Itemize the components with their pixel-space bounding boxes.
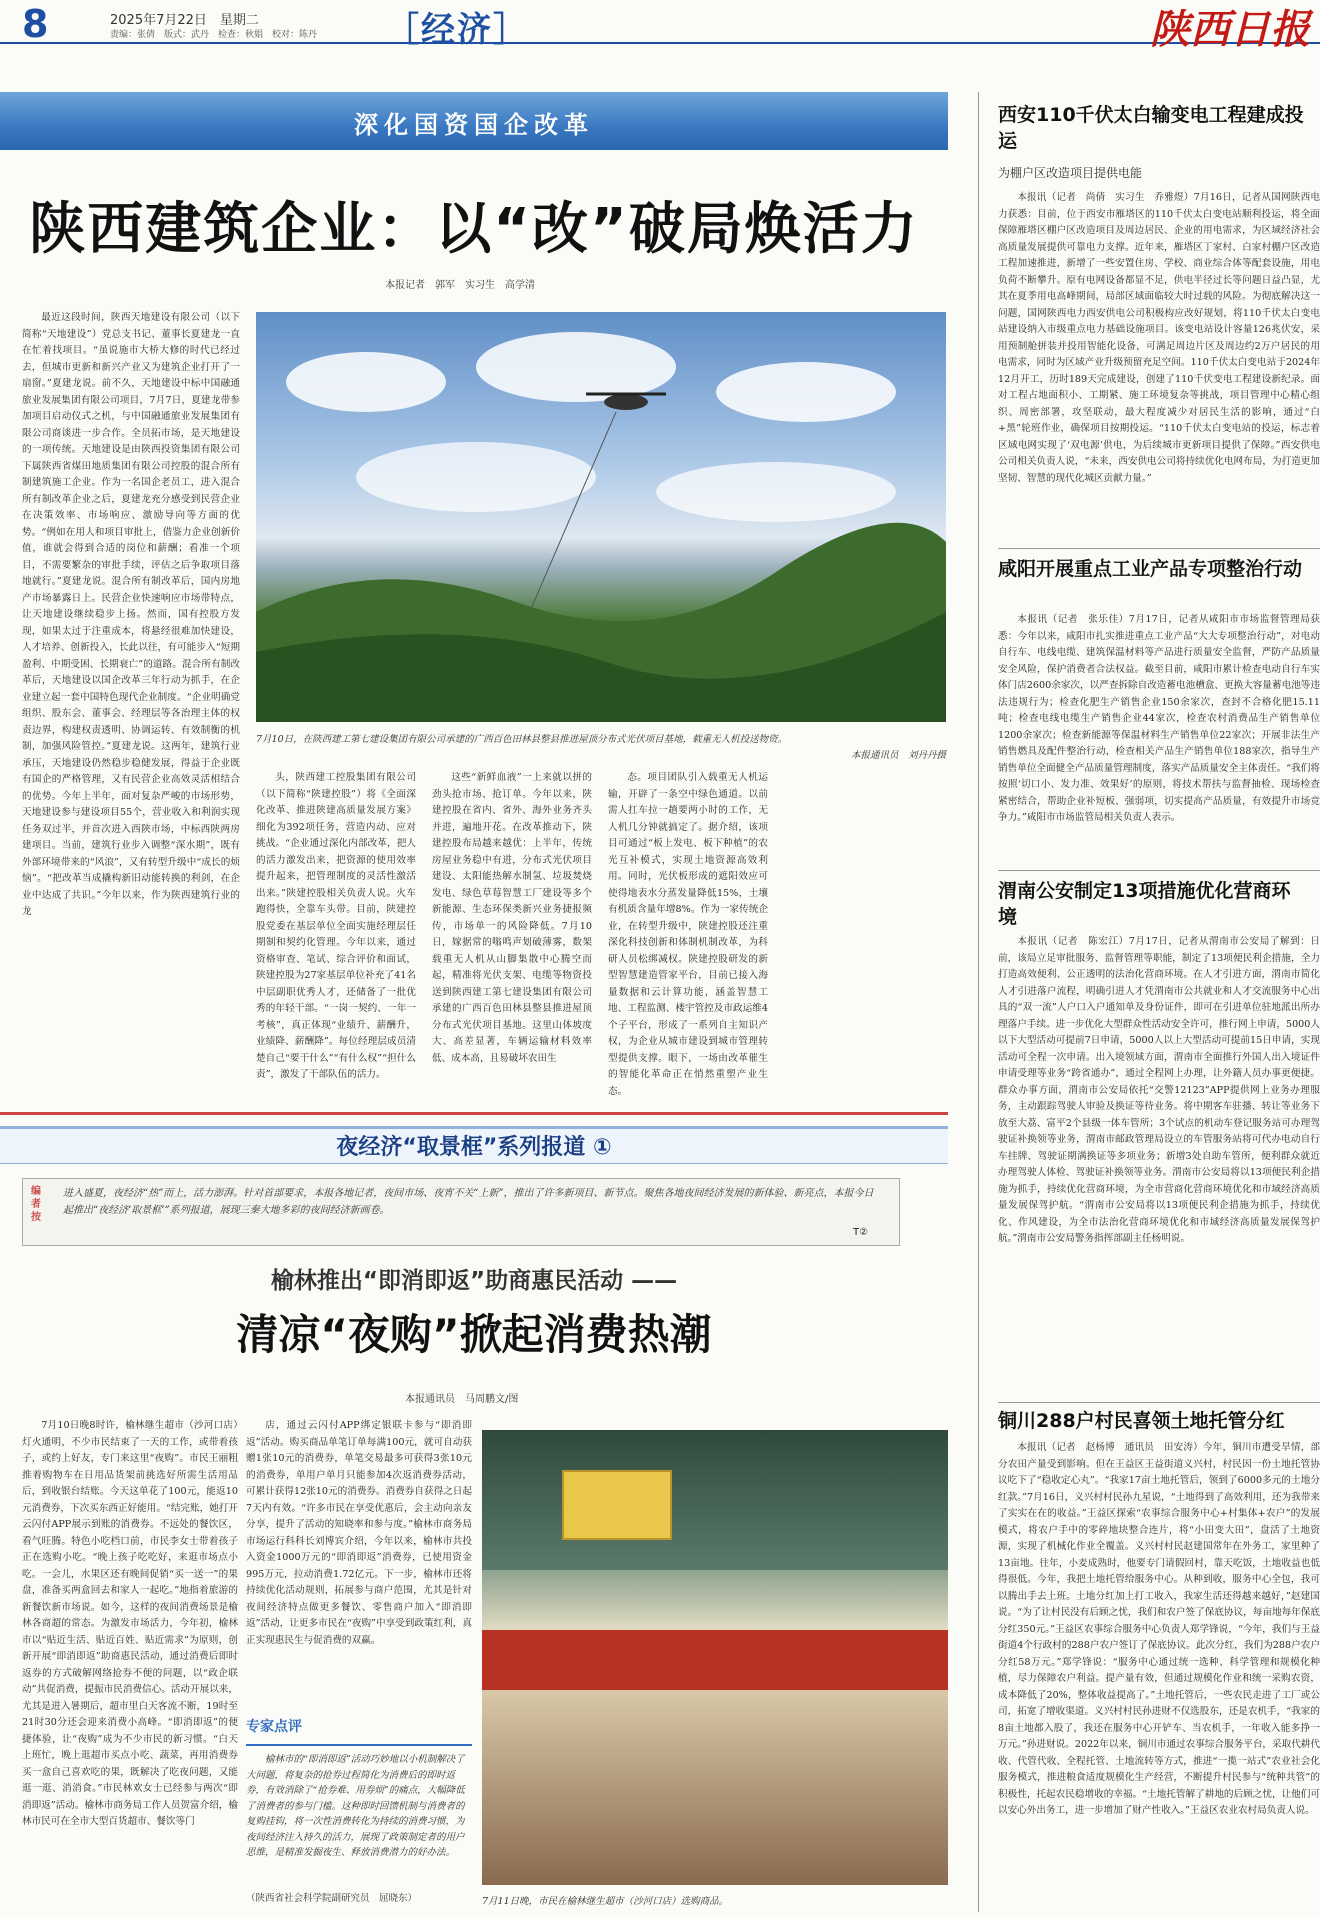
- section-title: ［经济］: [385, 10, 529, 50]
- lead-column-4: 态。项目团队引入载重无人机运输，开辟了一条空中绿色通道。以前需人扛车拉一趟要两小时的工作，无人机几分钟就搞定了。据介绍，该项目可通过“板上发电、板下种植”的农光互补模式，实现土地资源高效利用。同时，光伏板形成的遮阳效应可使得地表水分蒸发量降低15%，土壤有机质含量年增8%。作为一家传统企业，在转型升级中，陕建控股还注重深化科技创新和体制机制改革，为科研人员松绑减权。陕建控股研发的新型智慧建造管家平台，目前已接入海量数据和云计算功能，涵盖智慧工地、工程监测、楼宇管控及市政运维4个子平台，形成了一系列自主知识产权，为企业从城市建设到城市管理转型提供支撑。眼下，一场由改革催生的智能化革命正在悄然重塑产业生态。: [608, 772, 768, 1097]
- right-article-1-body: 本报讯（记者 尚倩 实习生 乔雅煜）7月16日，记者从国网陕西电力获悉：目前，位于西安市雁塔区的110千伏太白变电站顺利投运，将全面保障雁塔区棚户区改造项目及周边居民、企业的用电需求，为区域经济社会高质量发展提供可靠电力支撑。近年来，雁塔区丁家村、白家村棚户区改造工程加速推进，新增了一些安置住房、学校、商业综合体等配套设施，用电负荷不断攀升。原有电网设备都显不足，供电半径过长等问题日益凸显，尤其在夏季用电高峰期间，局部区域面临较大时过载的风险。为彻底解决这一问题，国网陕西电力西安供电公司积极构应改好规划，将110千伏太白变电站建设纳入市级重点电力基础设施项目。该变电站设计容量126兆伏安，采用预制舱拼装并投用智能化设备，可满足周边片区及周边约2万户居民的用电需求，同时为区域产业升级预留充足空间。110千伏太白变电站于2024年12月开工，历时189天完成建设，创建了110千伏变电工程建设新纪录。面对工程占地面积小、工期紧、施工环境复杂等挑战，项目管理中心精心组织、周密部署，攻坚联动，最大程度减少对居民生活的影响，通过“白+黑”轮班作业，确保项目按期投运。“110千伏太白变电站的投运，标志着区域电网实现了‘双电源’供电，为后续城市更新项目提供了保障。”西安供电公司相关负责人说，“未来，西安供电公司将持续优化电网布局，为打造更加坚韧、智慧的现代化城区贡献力量。”: [998, 192, 1320, 484]
- lead-photo-caption: 7月10日，在陕西建工第七建设集团有限公司承建的广西百色田林县整县推进屋顶分布式光伏项目基地，载重无人机投送物资。: [256, 734, 788, 745]
- column-separator: [978, 92, 979, 1912]
- right-article-2-body: 本报讯（记者 张乐佳）7月17日，记者从咸阳市市场监督管理局获悉：今年以来，咸阳市扎实推进重点工业产品“大大专项整治行动”，对电动自行车、电线电缆、建筑保温材料等产品进行质量安全监督，严防产品质量安全风险，保护消费者合法权益。截至目前，咸阳市累计检查电动自行车实体门店2600余家次，以严查拆除自改造蓄电池槽盒、更换大容量蓄电池等违法违规行为；检查化肥生产销售企业150余家次，查封不合格化肥15.11吨；检查电线电缆生产销售企业44家次，检查农村消费品生产销售单位1200余家次；检查新能源等保温材料生产销售单位22家次；开展非法生产销售燃具及配件整治行动，检查相关产品生产销售单位188家次，指导生产销售单位全面健全产品质量管理制度，落实产品质量安全主体责任。“我们将按照‘切口小、发力准、效果好’的原则，将技术帮扶与监督抽检、现场检查紧密结合，帮助企业补短板、强弱项，切实提高产品质量，有效提升市场竞争力。”咸阳市市场监管局相关负责人表示。: [998, 614, 1320, 823]
- lead-column-2: 头，陕西建工控股集团有限公司（以下简称“陕建控股”）将《全面深化改革、推进陕建高质量发展方案》细化为392项任务，营造内动、应对挑战。“企业通过深化内部改革，把人的活力激发出来，把资源的使用效率提升起来，把管理制度的灵活性激活出来。”陕建控股相关负责人说。火车跑得快，全靠车头带。目前，陕建控股党委在基层单位全面实施经理层任期制和契约化管理。今年以来，通过资格审查、笔试、综合评价和面试，陕建控股为27家基层单位补充了41名中层副职优秀人才，还储备了一批优秀的年轻干部。“一岗一契约、一年一考核”，真正体现“业绩升、薪酬升，业绩降、薪酬降”。每位经理层成员清楚自己“要干什么”“有什么权”“担什么责”，激发了干部队伍的活力。: [256, 772, 416, 1080]
- newspaper-logo: 陕西日报: [1150, 6, 1310, 53]
- expert-comment-text: 榆林市的“即消即返”活动巧妙地以小机制解决了大问题，将复杂的抢券过程简化为消费后的即时返券，有效消除了“抢券难、用券烦”的痛点，大幅降低了消费者的参与门槛。这种即时回馈机制与消费者的复购挂钩，将一次性消费转化为持续的消费习惯，为夜间经济注入持久的活力，展现了政策制定者的用户思维，是精准发掘夜生、释放消费潜力的好办法。: [246, 1754, 465, 1858]
- drone-icon: [256, 312, 946, 722]
- feature-photo-caption: 7月11日晚，市民在榆林继生超市（沙河口店）选购商品。: [482, 1896, 729, 1907]
- right-article-4-headline: 铜川288户村民喜领土地托管分红: [998, 1410, 1285, 1432]
- lead-column-3: 这些“新鲜血液”一上来就以拼的劲头抢市场、抢订单。今年以来，陕建控股在省内、省外、海外业务齐头并进，遍地开花。在改革推动下，陕建控股布局越来越优：上半年，传统房屋业务稳中有进，分布式光伏项目建设、太阳能热解水制氢、垃圾焚烧发电、绿色草莓智慧工厂建设等多个新能源、生态环保类新兴业务捷报频传，市场单一的风险降低。7月10日，嫁据常的嗡鸣声划破薄雾，数架载重无人机从山脚集散中心腾空而起，精准将光伏支架、电缆等物资投送到陕西建工第七建设集团有限公司承建的广西百色田林县整县推进屋顶分布式光伏项目基地。这里山体坡度大、高差显著，车辆运输材料效率低、成本高，且易破坏农田生: [432, 772, 592, 1064]
- feature-column-2: 店，通过云闪付APP绑定银联卡参与“即消即返”活动。购买商品单笔订单每满100元，就可自动获赠1张10元的消费券，单笔交易最多可获得3张10元的消费券，单用户单月只能参加4次返消费券活动，可累计获得12张10元的消费券。消费券自获得之日起7天内有效。“许多市民在享受优惠后，会主动向亲友分享，提升了活动的知晓率和参与度。”榆林市商务局市场运行科科长刘博宾介绍，今年以来，榆林市共投入资金1000万元的“即消即返”消费券，已使用资金995万元，拉动消费1.72亿元。下一步，榆林市还将持续优化活动规则，拓展参与商户范围，尤其是针对夜间经济特点做更多餐饮、零售商户加入“即消即返”活动，让更多市民在“夜购”中享受到政策红利，真正实现惠民生与促消费的双赢。: [246, 1420, 472, 1646]
- feature-column-1: 7月10日晚8时许，榆林继生超市（沙河口店）灯火通明，不少市民结束了一天的工作，或带着孩子，或约上好友，专门来这里“夜购”。市民王丽粗推着购物车在日用品货架前挑选好所需生活用品后，到收银台结账。今天这单花了100元，能返10元消费券，下次买东西正好能用。“结完账，她打开云闪付APP展示到账的消费券。不远处的餐饮区，看气旺腾。特色小吃档口前，市民李女士带着孩子正在选购小吃。“晚上孩子吃吃好，来逛市场点小吃。一会儿，水果区还有晚间促销“买一送一”的果盘，准备买两盒回去和家人一起吃。”地指着旅游的新餐饮新市场说。如今，这样的夜间消费场景是榆林各商超的常态。为激发市场活力，今年初，榆林市以“贴近生活、贴近百姓、贴近需求”为原则，创新开展“即消即返”助商惠民活动，通过消费后即时返券的方式破解网络抢券不便的问题，以“政企联动”共促消费，提振市民消费信心。活动开展以来，尤其是进入暑期后，超市里白天客流不断，19时至21时30分还会迎来消费小高峰。“即消即返”的便捷体验，让“夜购”成为不少市民的新习惯。“白天上班忙，晚上逛超市买点小吃、蔬菜，再用消费券买一盒自己喜欢吃的果，既解决了吃夜问题，又能逛一逛、消消食。”市民林欢女士已经参与两次“即消即返”活动。榆林市商务局工作人员贺富介绍，榆林市民可在全市大型百货超市、餐饮等门: [22, 1420, 238, 1827]
- editor-note-mark: T②: [853, 1227, 869, 1238]
- right-rule-1: [998, 548, 1320, 549]
- lead-photo-drone: [256, 312, 946, 722]
- lead-column-5: [784, 770, 944, 1100]
- staff-credits: 责编：张倩 版式：武丹 检查：秋娟 校对：陈丹: [110, 30, 318, 40]
- feature-photo-supermarket: [482, 1430, 948, 1885]
- expert-comment-heading: [246, 1716, 472, 1746]
- right-rule-3: [998, 1402, 1320, 1403]
- right-article-3-headline: 渭南公安制定13项措施优化营商环境: [998, 880, 1291, 928]
- right-rule-2: [998, 870, 1320, 871]
- editor-note-box: [22, 1178, 900, 1246]
- right-article-1-headline: 西安110千伏太白输变电工程建成投运: [998, 104, 1304, 152]
- topic-banner-text: 深化国资国企改革: [354, 111, 594, 139]
- feature-subheadline: 榆林推出“即消即返”助商惠民活动 ——: [270, 1268, 678, 1294]
- right-article-2-headline: 咸阳开展重点工业产品专项整治行动: [998, 558, 1303, 580]
- expert-credit: （陕西省社会科学院副研究员 屈晓东）: [246, 1893, 418, 1904]
- right-article-1-subtitle: 为棚户区改造项目提供电能: [998, 166, 1143, 180]
- section-divider: [0, 1112, 948, 1115]
- expert-comment-label: 专家点评: [246, 1719, 302, 1735]
- feature-byline: 本报通讯员 马周鹏文/图: [405, 1394, 519, 1405]
- page-number: 8: [22, 2, 49, 46]
- series-title: 夜经济“取景框”系列报道 ①: [336, 1135, 612, 1160]
- lead-byline: 本报记者 郭军 实习生 高学清: [385, 280, 535, 291]
- lead-photo-credit: 本报通讯员 刘丹丹摄: [850, 750, 946, 761]
- editor-note-label: 编者按: [31, 1186, 41, 1223]
- right-article-4-body: 本报讯（记者 赵杨博 通讯员 田安涛）今年，铜川市遭受旱情，部分农田产量受到影响。但在王益区王益街道义兴村，村民因一份土地托管协议吃下了“稳收定心丸”。“我家17亩土地托管后，领到了6000多元的土地分红款。”7月16日，义兴村村民孙九星说，“土地得到了高效利用，还为我带来了实实在在的收益。”王益区探索“农事综合服务中心+村集体+农户”的发展模式，将农户手中的零碎地块整合连片，将“小田变大田”，盘活了土地资源，实现了机械化作业全覆盖。义兴村村民赵建国常年在外务工，家里种了13亩地。往年，小麦成熟时，他要专门请假回村，靠天吃饭，土地收益也低得很低。今年，我把土地托管给服务中心。从种到收，服务中心全包，我可以腾出手去上班。土地分红加上打工收入，我家生活还得越来越好，”赵建国说。“为了让村民没有后顾之忧，我们和农户签了保底协议，每亩地每年保底分红350元。”王益区农事综合服务中心负责人郑学锋说，“今年，我们与王益街道4个行政村的288户农户签订了保底协议。此次分红，我们为288户农户分红58万元。”郑学锋说：“服务中心通过统一选种、科学管理和规模化种植，尽力保障农户利益。提产量有效，但通过规模化作业和统一采购农资，成本降低了20%，整体收益提高了。”土地托管后，一些农民走进了工厂或公司，拓宽了增收渠道。义兴村村民孙进财不仅选股东，还是农机手，“我家的8亩土地都入股了，我还在服务中心开铲车、当农机手，一年收入能多挣一万元。”孙进财说。2022年以来，铜川市通过农事综合服务平台，采取代耕代收、代管代收、全程托管、土地流转等方式，推进“一揽一站式”农业社会化服务模式，推进粮食适度规模化生产经营，不断提升村民参与“统种共管”的积极性，托起农民稳增收的幸福。“土地托管解了耕地的后顾之忧，让他们可以安心外出务工，进一步增加了财产性收入。”王益区农业农村局负责人说。: [998, 1442, 1320, 1816]
- editor-note-text: 进入盛夏，夜经济“热”而上，活力澎湃。针对首部要求，本报各地记者，夜间市场、夜宵不关“上新”，推出了许多新项目、新节点。聚焦各地夜间经济发展的新体验、新亮点，本报今日起推出“夜经济‘取景框’”系列报道，展现三秦大地多彩的夜间经济新画卷。: [63, 1188, 874, 1216]
- lead-column-1: 最近这段时间，陕西天地建设有限公司（以下简称“天地建设”）党总支书记、董事长夏建龙一直在忙着找项目。“虽说施市大桥大修的时代已经过去，但城市更新和新兴产业又为建筑企业打开了一扇窗。”夏建龙说。前不久，天地建设中标中国融通旅业发展集团有限公司项目，7月7日，夏建龙带参加项目启动仪式之机，与中国融通旅业发展集团有限公司商谈进一步合作。全员拓市场，是天地建设的一项传统。天地建设是由陕西投资集团有限公司下属陕西省煤田地质集团有限公司控股的混合所有制建筑施工企业。作为一名国企老员工，进入混合所有制改革企业之后，夏建龙充分感受到民营企业在决策效率、市场响应、激励导向等方面的优势。“例如在用人和项目审批上，借鉴力企业创新价值，谁就会得到合适的岗位和薪酬；看准一个项目，不需要繁杂的审批手续，评估之后争取项目落地就行。”夏建龙说。混合所有制改革后，国内房地产市场暴露日上。民营企业快速响应市场带特点，让天地建设继续稳步上扬。然而，国有控股方发现，如果太过于注重成本，将悬经很难加快建设，人才培养、创新投入，长此以往，有可能步入“短期盈利、中期受困、长期衰亡”的道路。混合所有制改革后，天地建设以国企改革三年行动为抓手，在企业建立起一套中国特色现代企业制度。“企业明确党组织、股东会、董事会、经理层等各治理主体的权责边界，构建权责透明、协调运转、有效制衡的机制，加强风险管控。”夏建龙说。这两年，建筑行业承压，天地建设仍然稳步稳健发展，得益于企业既有国企的严格管理，又有民营企业高效灵活相结合的优势。今年上半年，面对复杂严峻的市场形势，天地建设参与建设项目55个，营业收入和利润实现任务双过半，并首次进入西陕市场，中标西陕两房建项目。当前，建筑行业步入调整“深水期”，既有外部环境带来的“风浪”，又有转型升级中“成长的烦恼”。“把改革当成撬构新旧动能转换的利剑，在企业中达成了共识。”今年以来，作为陕西建筑行业的龙: [22, 312, 240, 917]
- issue-date: 2025年7月22日 星期二: [110, 13, 259, 28]
- lead-headline: 陕西建筑企业：以“改”破局焕活力: [29, 197, 919, 262]
- feature-headline: 清凉“夜购”掀起消费热潮: [236, 1310, 712, 1359]
- right-article-3-body: 本报讯（记者 陈宏江）7月17日，记者从渭南市公安局了解到：日前，该局立足审批服务、监督管理等职能，制定了13项便民利企措施，全力打造高效便利、公正透明的法治化营商环境。在人才引进方面，渭南市简化人才引进落户流程，明确引进人才凭渭南市公共就业和人才交流服务中心出具的“双一流”人户口入户通知单及身份证件，即可在引进单位驻地派出所办理落户手续。进一步优化大型群众性活动安全许可，推行网上申请，5000人以下大型活动可提前7日申请，5000人以上大型活动可提前15日申请，实现活动可全程一次申请。出入境领域方面，渭南市全面推行外国人出入境证件申请受理等业务“跨省通办”，通过全程网上办理，让外籍人员办事更便捷。群众办事方面，渭南市公安局依托“交警12123”APP提供网上业务办理服务，主动跟踪驾驶人审验及换证等待业务。将中期客车驻播、转让等业务下放至大荔、富平2个县级一体车管所；3个试点的机动车登记服务站可办理驾驶证补换领等业务，渭南市邮政管理局设立的车管服务站将可代办电动自行车挂牌、驾驶证期满换证等多项业务；新增3处自助车管所，便利群众就近办理驾驶人体检、驾驶证补换领等业务。渭南市公安局将以13项便民利企措施为抓手，持续优化营商环境，为全市营商化营商环境优化和市域经济高质量发展保驾护航。“渭南市公安局将以13项便民利企措施为抓手，持续优化、作风建设，为全市法治化营商环境优化和市域经济高质量发展保驾护航。”渭南市公安局警务指挥部副主任杨明说。: [998, 936, 1320, 1244]
